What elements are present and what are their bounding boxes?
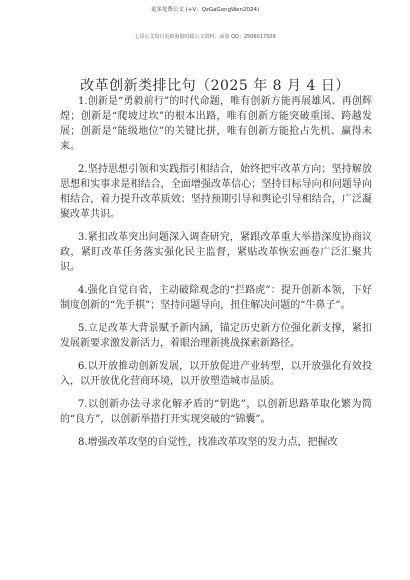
paragraph-8: 8.增强改革攻坚的自觉性，找准改革攻坚的发力点，把握改 [78, 437, 338, 448]
document-body [60, 94, 372, 458]
paragraph-6: 6.以开放推动创新发展，以开放促进产业转型，以开放强化有效投入，以开放优化营商环境，以开放塑造城市品质。 [60, 361, 372, 387]
paragraph-4: 4.强化自觉自省，主动破除观念的“拦路虎”：提升创新本领，下好制度创新的“先手棋”；坚持问题导向，扭住解决问题的“牛鼻子”。 [60, 285, 372, 311]
paragraph-1: 1.创新是“勇毅前行”的时代命题，唯有创新方能再展雄风、再创辉煌；创新是“爬坡过坎”的根本出路，唯有创新方能突破重围、跨越发展；创新是“能级地位”的关键比拼，唯有创新方能抢占先机、赢得未来。 [60, 96, 372, 152]
paragraph-3: 3.紧扣改革突出问题深入调查研究，紧跟改革重大举措深度协商议政，紧盯改革任务落实强化民主监督，紧贴改革恢宏画卷广泛汇聚共识。 [60, 232, 372, 273]
source-note: 更多免费公文 (+V：QzGaGongWen2024) [150, 7, 260, 13]
contact-note: 七哥公文每日更新海量时政公文资料，添加 QQ：2506017509 [134, 34, 276, 40]
document-title: 改革创新类排比句（2025 年 8 月 4 日） [80, 78, 350, 94]
paragraph-2: 2.坚持思想引领和实践指引相结合，始终把牢改革方向；坚持解放思想和实事求是相结合，全面增强改革信心；坚持目标导向和问题导向相结合，着力提升改革质效；坚持预期引导和舆论引导相结合，广泛凝聚改革共识。 [60, 164, 372, 220]
paragraph-5: 5.立足改革大背景赋予新内涵，锚定历史新方位强化新支撑，紧扣发展新要求激发新活力，着眼治理新挑战探索新路径。 [60, 323, 372, 349]
paragraph-7: 7.以创新办法寻求化解矛盾的“钥匙”，以创新思路革取化繁为简的“良方”，以创新举措打开实现突破的“锦囊”。 [60, 399, 372, 425]
